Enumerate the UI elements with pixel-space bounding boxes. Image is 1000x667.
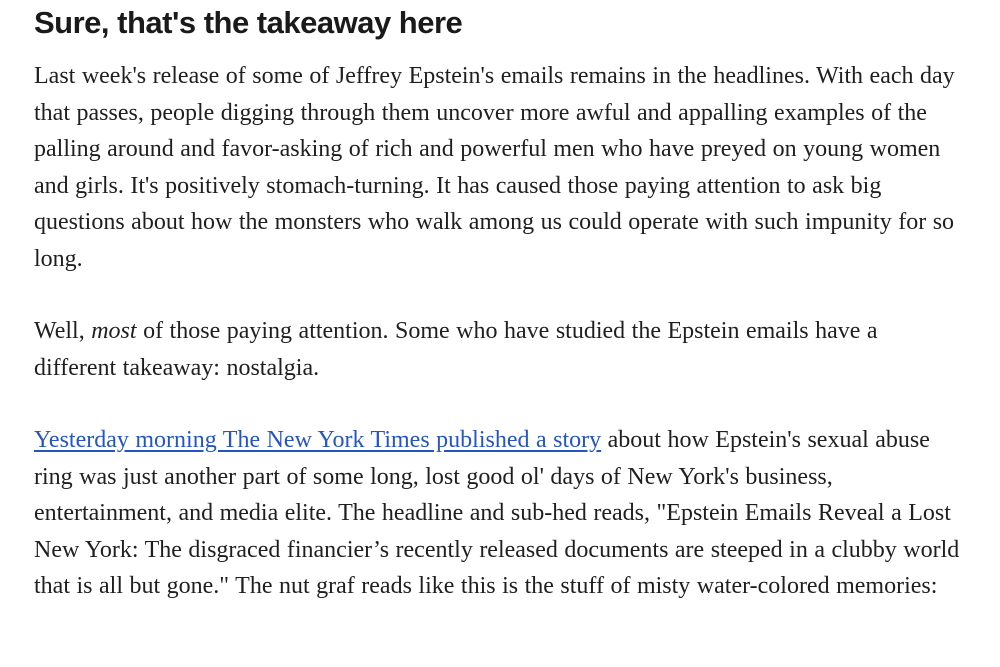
emphasis-text: most — [91, 318, 137, 344]
article-body — [34, 0, 964, 605]
section-heading: Sure, that's the takeaway here — [34, 5, 463, 40]
paragraph-text: about how Epstein's sexual abuse ring was just another part of some long, lost good ol' days of New York's business, entertainment, and media elite. The headline and sub-hed reads, "Epstein Emails Reveal a Lost New York: The disgraced financier’s recently released documents are steeped in a clubby world that is all but gone." The nut graf reads like this is the stuff of misty water-colored memories: — [34, 427, 960, 599]
paragraph-nyt-story — [34, 422, 964, 605]
paragraph-text: Last week's release of some of Jeffrey Epstein's emails remains in the headlines. With each day that passes, people digging through them uncover more awful and appalling examples of the palling around and favor-asking of rich and powerful men who have preyed on young women and girls. It's positively stomach-turning. It has caused those paying attention to ask big questions about how the monsters who walk among us could operate with such impunity for so long. — [34, 63, 955, 272]
paragraph-release-context — [34, 58, 964, 277]
paragraph-text-end: of those paying attention. Some who have studied the Epstein emails have a different takeaway: nostalgia. — [34, 318, 878, 381]
paragraph-nostalgia — [34, 313, 964, 386]
nyt-story-link[interactable]: Yesterday morning The New York Times published a story — [34, 427, 602, 453]
paragraph-text-start: Well, — [34, 318, 92, 344]
